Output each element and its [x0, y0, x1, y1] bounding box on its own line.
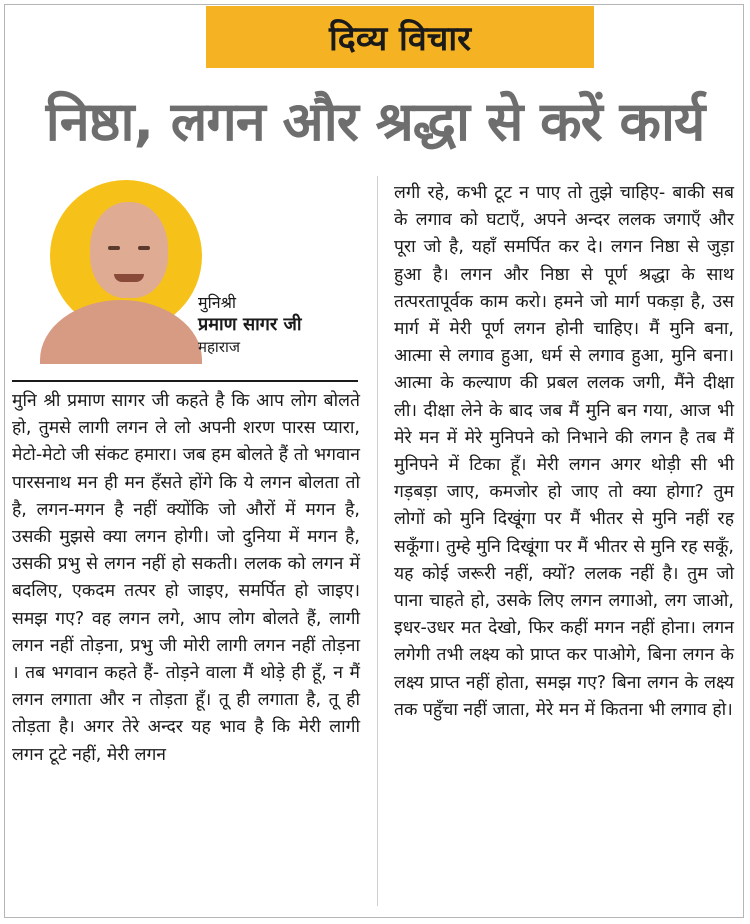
byline-rule [12, 380, 358, 382]
photo-eye-right [138, 246, 150, 250]
photo-head [90, 202, 168, 298]
column-divider [377, 176, 378, 906]
headline: निष्ठा, लगन और श्रद्धा से करें कार्य [45, 90, 705, 153]
author-suffix: महाराज [198, 338, 240, 356]
author-prefix: मुनिश्री [198, 293, 237, 312]
body-column-right: लगी रहे, कभी टूट न पाए तो तुझे चाहिए- बाकी सब के लगाव को घटाएँ, अपने अन्दर ललक जगाएँ और पूरा जो है, यहाँ समर्पित कर दे। लगन निष्ठा से जुड़ा हुआ है। लगन और निष्ठा से पूर्ण श्रद्धा के साथ तत्परतापूर्वक काम करो। हमने जो मार्ग पकड़ा है, उस मार्ग में मेरी पूर्ण लगन होनी चाहिए। मैं मुनि बना, आत्मा से लगाव हुआ, धर्म से लगाव हुआ, मुनि बना। आत्मा के कल्याण की प्रबल ललक जगी, मैंने दीक्षा ली। दीक्षा लेने के बाद जब मैं मुनि बन गया, आज भी मेरे मन में मेरे मुनिपने को निभाने की लगन है तब मैं मुनिपने में टिका हूँ। मेरी लगन अगर थोड़ी सी भी गड़बड़ा जाए, कमजोर हो जाए तो क्या होगा? तुम लोगों को मुनि दिखूंगा पर मैं भीतर से मुनि नहीं रह सकूँगा। तुम्हे मुनि दिखूंगा पर मैं भीतर से मुनि रह सकूँ, यह कोई जरूरी नहीं, क्यों? ललक नहीं है। तुम जो पाना चाहते हो, उसके लिए लगन लगाओ, लग जाओ, इधर-उधर मत देखो, फिर कहीं मगन नहीं होना। लगन लगेगी तभी लक्ष्य को प्राप्त कर पाओगे, बिना लगन के लक्ष्य प्राप्त नहीं होता, समझ गए? बिना लगन के लक्ष्य तक पहुँचा नहीं जाता, मेरे मन में कितना भी लगाव हो। [394, 183, 734, 720]
photo-mouth [114, 274, 144, 282]
author-photo [40, 172, 202, 364]
author-byline [198, 292, 368, 358]
photo-eye-left [108, 246, 120, 250]
body-column-left: मुनि श्री प्रमाण सागर जी कहते है कि आप लोग बोलते हो, तुमसे लागी लगन ले लो अपनी शरण पारस प्यारा, मेटो-मेटो जी संकट हमारा। जब हम बोलते हैं तो भगवान पारसनाथ मन ही मन हँसते होंगे कि ये लगन बोलता तो है, लगन-मगन है नहीं क्योंकि जो औरों में मगन है, उसकी मुझसे क्या लगन होगी। जो दुनिया में मगन है, उसकी प्रभु से लगन नहीं हो सकती। ललक को लगन में बदलिए, एकदम तत्पर हो जाइए, समर्पित हो जाइए। समझ गए? वह लगन लगे, आप लोग बोलते हैं, लागी लगन नहीं तोड़ना, प्रभु जी मोरी लागी लगन नहीं तोड़ना । तब भगवान कहते हैं- तोड़ने वाला मैं थोड़े ही हूँ, न मैं लगन लगाता और न तोड़ता हूँ। तू ही लगाता है, तू ही तोड़ता है। अगर तेरे अन्दर यह भाव है कि मेरी लागी लगन टूटे नहीं, मेरी लगन [12, 391, 360, 765]
author-name: प्रमाण सागर जी [198, 314, 302, 335]
section-banner: दिव्य विचार [206, 6, 594, 68]
